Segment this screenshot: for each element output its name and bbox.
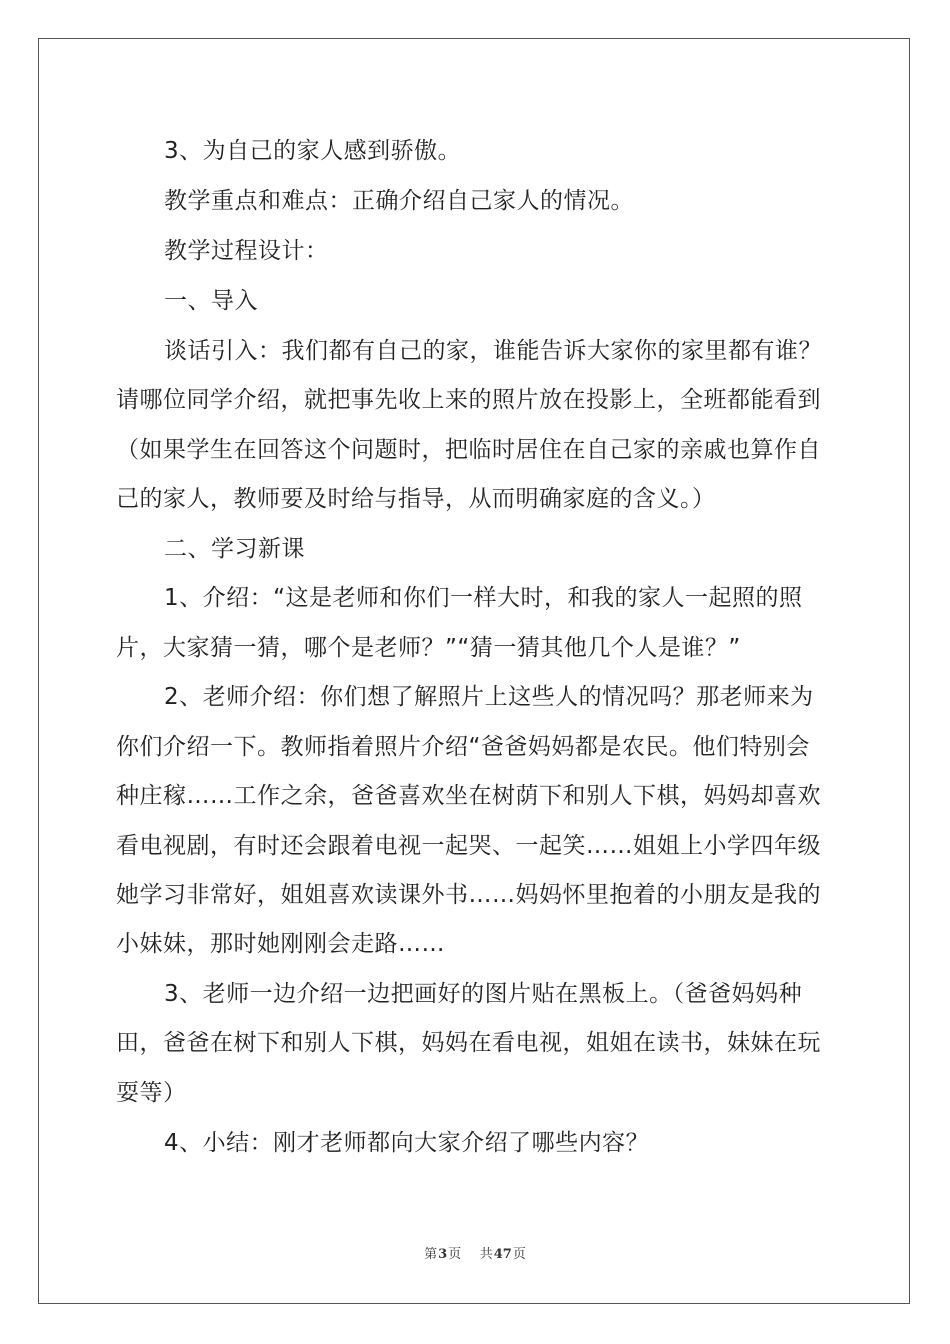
total-pages: 47 — [493, 1247, 512, 1262]
paragraph-line: 请哪位同学介绍，就把事先收上来的照片放在投影上，全班都能看到 — [116, 387, 821, 413]
page-suffix: 页 — [448, 1247, 462, 1262]
paragraph-line: 田，爸爸在树下和别人下棋，妈妈在看电视，姐姐在读书，妹妹在玩 — [116, 1030, 821, 1056]
paragraph-line: 看电视剧，有时还会跟着电视一起哭、一起笑……姐姐上小学四年级 — [116, 833, 821, 859]
page-prefix: 第 — [424, 1247, 438, 1262]
paragraph-line: 你们介绍一下。教师指着照片介绍“爸爸妈妈都是农民。他们特别会 — [116, 734, 810, 760]
paragraph-line: 片，大家猜一猜，哪个是老师？”“猜一猜其他几个人是谁？” — [116, 635, 741, 661]
page-number: 3 — [438, 1247, 448, 1262]
paragraph-line: 谈话引入：我们都有自己的家，谁能告诉大家你的家里都有谁？ — [164, 338, 822, 364]
paragraph-line: 1、介绍：“这是老师和你们一样大时，和我的家人一起照的照 — [164, 585, 803, 611]
paragraph-line: （如果学生在回答这个问题时，把临时居住在自己家的亲戚也算作自 — [116, 437, 821, 463]
paragraph-line: 3、老师一边介绍一边把画好的图片贴在黑板上。（爸爸妈妈种 — [164, 981, 803, 1007]
paragraph-line: 种庄稼……工作之余，爸爸喜欢坐在树荫下和别人下棋，妈妈却喜欢 — [116, 783, 821, 809]
section-heading: 一、导入 — [164, 288, 258, 314]
paragraph-line: 教学重点和难点：正确介绍自己家人的情况。 — [164, 188, 634, 214]
total-prefix: 共 — [479, 1247, 493, 1262]
paragraph-line: 耍等） — [116, 1080, 187, 1106]
paragraph-line: 她学习非常好，姐姐喜欢读课外书……妈妈怀里抱着的小朋友是我的 — [116, 882, 821, 908]
section-heading: 教学过程设计： — [164, 238, 329, 264]
page-footer — [0, 1243, 950, 1262]
paragraph-line: 2、老师介绍：你们想了解照片上这些人的情况吗？那老师来为 — [164, 684, 814, 710]
total-suffix: 页 — [512, 1247, 526, 1262]
paragraph-line: 小妹妹，那时她刚刚会走路…… — [116, 931, 445, 957]
paragraph-line: 4、小结：刚才老师都向大家介绍了哪些内容？ — [164, 1130, 650, 1156]
paragraph-line: 3、为自己的家人感到骄傲。 — [164, 138, 462, 164]
paragraph-line: 己的家人，教师要及时给与指导，从而明确家庭的含义。） — [116, 486, 716, 512]
page-border — [38, 38, 910, 1304]
section-heading: 二、学习新课 — [164, 536, 305, 562]
